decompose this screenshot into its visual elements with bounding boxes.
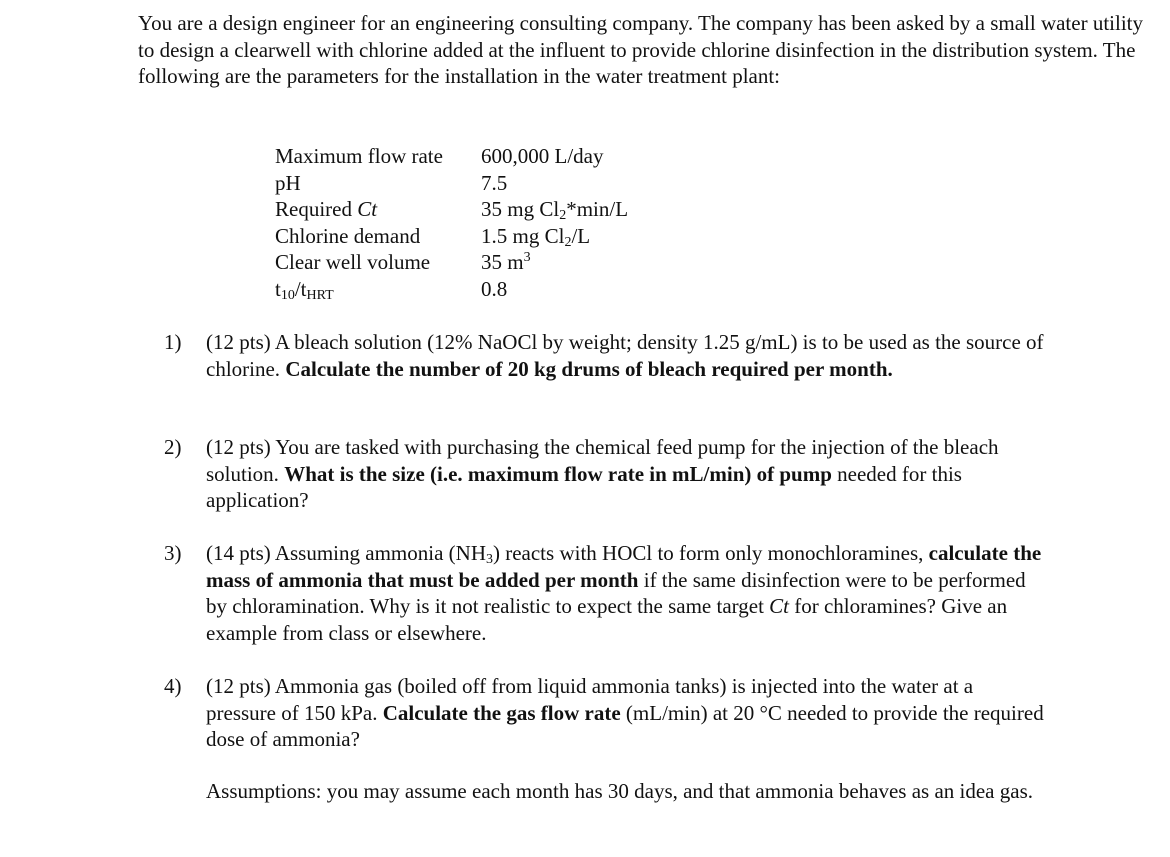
param-label — [275, 196, 481, 223]
question-text-plain: (14 pts) Assuming ammonia (NH — [206, 541, 486, 565]
question-2 — [164, 434, 1044, 514]
param-label: Chlorine demand — [275, 223, 421, 248]
param-value — [481, 196, 628, 223]
question-text-bold: Calculate the number of 20 kg drums of bleach required per month. — [285, 356, 893, 381]
param-label-text: Required — [275, 197, 358, 221]
param-value-text: *min/L — [566, 197, 629, 221]
question-text-italic: Ct — [769, 594, 789, 618]
param-label: Clear well volume — [275, 250, 431, 274]
question-number: 2) — [164, 435, 182, 459]
question-text-plain: ) reacts with HOCl to form only monochloramines, — [492, 541, 929, 565]
param-row-ph — [275, 170, 628, 197]
param-row-chlorine-demand — [275, 223, 628, 250]
question-text-plain: (12 pts) A bleach solution (12% NaOCl by weight; density 1.25 g/mL) is to be used as the source of chlorine. — [206, 330, 1044, 381]
question-3 — [164, 540, 1044, 646]
param-label-subscript: HRT — [306, 287, 334, 303]
param-value: 0.8 — [481, 276, 508, 301]
param-label — [275, 276, 481, 303]
param-value-text: 35 mg Cl — [481, 197, 560, 221]
param-value-subscript: 2 — [564, 234, 572, 250]
param-value-text: 35 m — [481, 250, 524, 274]
param-label-subscript: 10 — [280, 287, 295, 303]
question-text-plain: needed for this application? — [206, 461, 962, 512]
param-label: pH — [275, 170, 301, 195]
parameters-table — [275, 143, 628, 302]
question-text-plain: for chloramines? Give an example from class or elsewhere. — [206, 594, 1008, 645]
question-text — [206, 673, 1044, 753]
param-value-superscript: 3 — [523, 250, 531, 265]
param-value: 7.5 — [481, 170, 508, 195]
question-text-plain: (mL/min) at 20 °C needed to provide the required dose of ammonia? — [206, 700, 1044, 751]
param-value: 600,000 L/day — [481, 144, 604, 168]
question-text-plain: if the same disinfection were to be performed by chloramination. Why is it not realistic to expect the same target — [206, 567, 1026, 618]
question-4 — [164, 673, 1044, 753]
question-text — [206, 540, 1044, 646]
param-value — [481, 249, 628, 276]
param-label: Maximum flow rate — [275, 144, 443, 168]
question-1 — [164, 329, 1044, 382]
param-value-text: /L — [571, 223, 591, 248]
question-number: 1) — [164, 330, 182, 354]
question-text-bold: calculate the mass of ammonia that must be added per month — [206, 541, 1042, 592]
question-text-subscript: 3 — [485, 552, 493, 567]
param-label-text: /t — [294, 276, 307, 301]
question-text-plain: (12 pts) Ammonia gas (boiled off from liquid ammonia tanks) is injected into the water at a pressure of 150 kPa. — [206, 674, 974, 725]
question-number: 4) — [164, 674, 182, 698]
question-text-bold: Calculate the gas flow rate — [382, 700, 621, 725]
param-value-text: 1.5 mg Cl — [481, 223, 565, 248]
param-row-flow-rate — [275, 143, 628, 170]
param-row-t10-thrt — [275, 276, 628, 303]
param-row-clear-well-volume — [275, 249, 628, 276]
param-label-italic: Ct — [357, 197, 378, 221]
param-value — [481, 223, 628, 250]
param-row-required-ct — [275, 196, 628, 223]
problem-intro: You are a design engineer for an engineering consulting company. The company has been asked by a small water utility to design a clearwell with chlorine added at the influent to provide chlorine disinfection in the distribution system. The following are the parameters for the installation in the water treatment plant: — [138, 11, 1143, 88]
param-value-subscript: 2 — [559, 208, 567, 223]
question-text — [206, 434, 1044, 514]
param-label-text: t — [275, 276, 281, 301]
question-number: 3) — [164, 541, 182, 565]
question-text — [206, 329, 1044, 382]
question-text-plain: (12 pts) You are tasked with purchasing the chemical feed pump for the injection of the bleach solution. — [206, 435, 999, 486]
question-text-bold: What is the size (i.e. maximum flow rate in mL/min) of pump — [284, 461, 832, 486]
assumptions-note: Assumptions: you may assume each month has 30 days, and that ammonia behaves as an idea gas. — [206, 779, 1033, 803]
